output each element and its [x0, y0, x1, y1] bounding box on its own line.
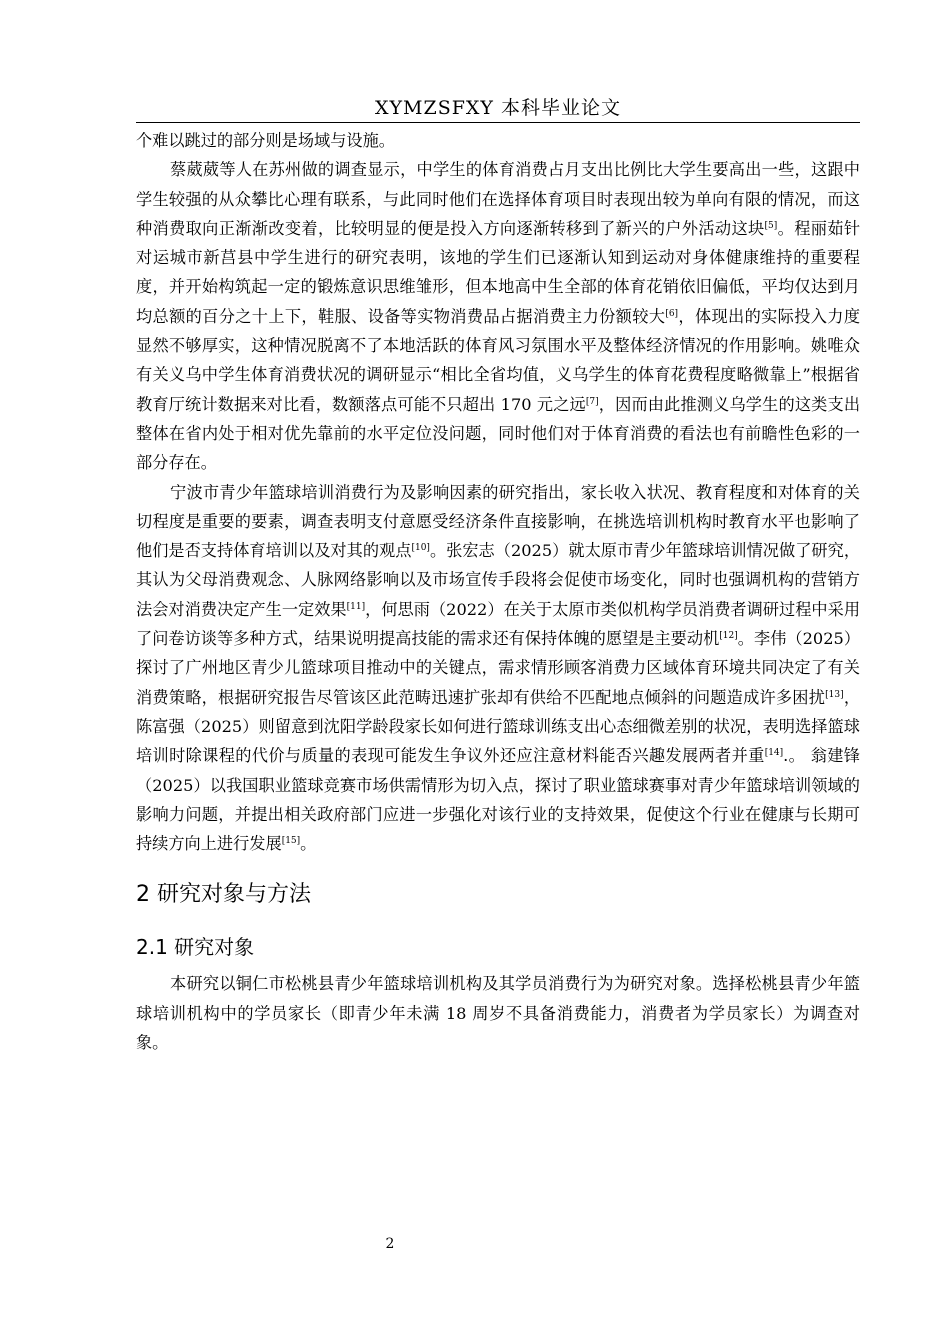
paragraph-text: ，何思雨（2022）在关于太原市类似机构学员消费者调研过程中采用了问卷访谈等多种方式，结果说明提高技能的需求还有保持体魄的愿望是主要动机	[136, 599, 861, 649]
citation-ref: [12]	[719, 631, 738, 642]
citation-ref: [7]	[585, 396, 599, 407]
citation-ref: [14]	[764, 748, 784, 759]
page-header	[136, 96, 860, 123]
paragraph-text: 本研究以铜仁市松桃县青少年篮球培训机构及其学员消费行为为研究对象。选择松桃县青少年篮球培训机构中的学员家长（即青少年未满 18 周岁不具备消费能力，消费者为学员家长）为调查对象。	[136, 974, 860, 1053]
paragraph-text: ，因而由此推测义乌学生的这类支出整体在省内处于相对优先靠前的水平定位没问题，同时他们对于体育消费的看法也有前瞻性色彩的一部分存在。	[136, 394, 861, 473]
page-number: 2	[385, 1236, 395, 1252]
paragraph-text: 。张宏志（2025）就太原市青少年篮球培训情况做了研究，其认为父母消费观念、人脉网络影响以及市场宣传手段将会促使市场变化，同时也强调机构的营销方法会对消费决定产生一定效果	[136, 541, 861, 619]
header-title: XYMZSFXY 本科毕业论文	[374, 97, 622, 119]
paragraph-text: ，体现出的实际投入力度显然不够厚实，这种情况脱离不了本地活跃的体育风习氛围水平及整体经济情况的作用影响。姚唯众有关义乌中学生体育消费状况的调研显示“相比全省均值，义乌学生的体育花费程度略微靠上”根据省教育厅统计数据来对比看，数额落点可能不只超出 170 元之远	[136, 306, 861, 414]
citation-ref: [11]	[346, 601, 366, 612]
paragraph-text: ，陈富强（2025）则留意到沈阳学龄段家长如何进行篮球训练支出心态细微差别的状况，表明选择篮球培训时除课程的代价与质量的表现可能发生争议外还应注意材料能否兴趣发展两者并重	[136, 687, 861, 766]
citation-ref: [5]	[764, 220, 778, 231]
citation-ref: [10]	[411, 543, 430, 554]
paragraph-text: 。程丽茹针对运城市新莒县中学生进行的研究表明，该地的学生们已逐渐认知到运动对身体健康维持的重要程度，并开始构筑起一定的锻炼意识思维雏形，但本地高中生全部的体育花销依旧偏低，平均仅达到月均总额的百分之十上下，鞋服、设备等实物消费品占据消费主力份额较大	[136, 218, 861, 326]
page-body	[136, 126, 860, 1057]
paragraph-text: 宁波市青少年篮球培训消费行为及影响因素的研究指出，家长收入状况、教育程度和对体育的关切程度是重要的要素，调查表明支付意愿受经济条件直接影响，在挑选培训机构时教育水平也影响了他们是否支持体育培训以及对其的观点	[136, 482, 860, 561]
paragraph-text: 。	[300, 834, 317, 854]
paragraph-consumption-survey	[136, 155, 860, 477]
paragraph-text: 个难以跳过的部分则是场域与设施。	[136, 131, 395, 150]
paragraph-text: 蔡葳葳等人在苏州做的调查显示，中学生的体育消费占月支出比例比大学生要高出一些，这跟中学生较强的从众攀比心理有联系，与此同时他们在选择体育项目时表现出较为单向有限的情况，而这种消费取向正渐渐改变着，比较明显的便是投入方向逐渐转移到了新兴的户外活动这块	[136, 160, 860, 238]
section-heading-2: 2 研究对象与方法	[136, 882, 311, 908]
citation-ref: [13]	[825, 689, 844, 700]
paragraph-basketball-training	[136, 478, 860, 859]
section-heading-2-1: 2.1 研究对象	[136, 935, 255, 960]
citation-ref: [15]	[281, 836, 301, 847]
paragraph-text: 。李伟（2025）探讨了广州地区青少儿篮球项目推动中的关键点，需求情形顾客消费力区域体育环境共同决定了有关消费策略，根据研究报告尽管该区此范畴迅速扩张却有供给不匹配地点倾斜的问题造成许多困扰	[136, 629, 861, 707]
paragraph-continuation	[136, 126, 860, 155]
citation-ref: [6]	[665, 308, 679, 319]
paragraph-text: .。 翁建锋（2025）以我国职业篮球竞赛市场供需情形为切入点，探讨了职业篮球赛事对青少年篮球培训领域的影响力问题，并提出相关政府部门应进一步强化对该行业的支持效果，促使这个行业在健康与长期可持续方向上进行发展	[136, 746, 860, 854]
paragraph-research-object	[136, 969, 860, 1057]
